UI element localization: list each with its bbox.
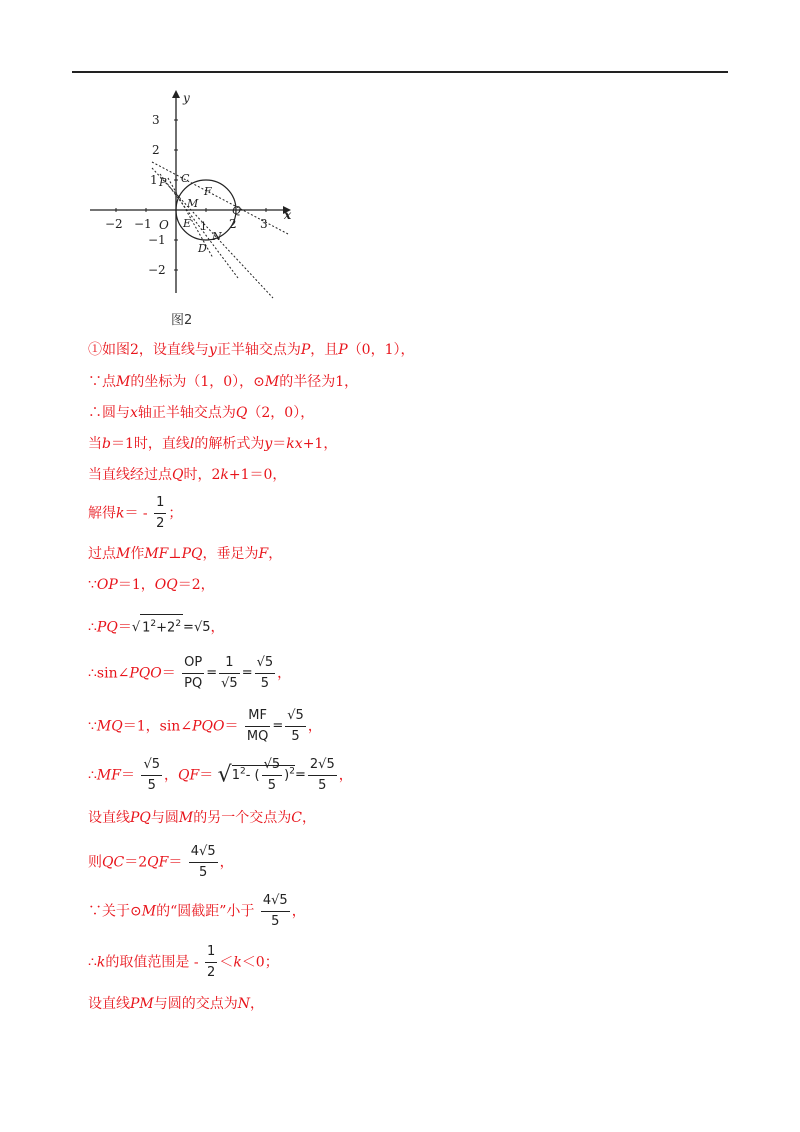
tick-y-3: 3 <box>152 113 160 127</box>
point-d-label: D <box>198 242 207 255</box>
coordinate-figure <box>88 88 303 303</box>
y-axis-label: y <box>183 91 190 105</box>
x-axis-label: x <box>284 208 292 222</box>
text-line-6: 解得k＝ - $\frac{1}{2}$ ； <box>88 495 183 531</box>
tick-x-3: 3 <box>260 217 268 231</box>
text-line-10: ∴sin∠PQO＝ $\frac{OP}{PQ}$ = $\frac{1}{√5}$ = $\frac{√5}{5}$ ， <box>88 655 292 691</box>
tick-x-1: 1 <box>200 220 207 233</box>
text-line-1: ①如图2，设直线与y正半轴交点为P，且P（0，1）， <box>88 342 415 358</box>
text-line-2: ∵点M的坐标为（1，0），⊙M的半径为1， <box>88 374 359 390</box>
origin-label: O <box>159 218 169 232</box>
text-line-9: ∴PQ＝√ $1^2+2^2 =√5$， <box>88 614 225 637</box>
point-p-label: P <box>159 176 167 189</box>
text-line-14: 则QC＝2QF＝ $\frac{4√5}{5}$ ， <box>88 844 234 880</box>
tick-y-neg1: −1 <box>148 233 166 247</box>
text-line-7: 过点M作MF⊥PQ，垂足为F， <box>88 546 283 562</box>
text-line-15: ∵关于⊙M的“圆截距”小于 $\frac{4√5}{5}$ ， <box>88 893 306 929</box>
tick-x-2: 2 <box>229 217 237 231</box>
point-q-label: Q <box>232 204 242 217</box>
text-line-12: ∴MF＝ $\frac{√5}{5}$ ，$QF= √1^2-$ ( $\frac{√5}{5}$ )$^2$= $\frac{2√5}{5}$ ， <box>88 757 353 793</box>
point-e-label: E <box>183 217 192 230</box>
text-line-8: ∵OP＝1，OQ＝2， <box>88 577 215 593</box>
tick-y-2: 2 <box>152 143 160 157</box>
tick-x-neg2: −2 <box>105 217 123 231</box>
text-line-13: 设直线PQ与圆M的另一个交点为C， <box>88 810 316 826</box>
tick-x-neg1: −1 <box>134 217 152 231</box>
text-line-3: ∴圆与x轴正半轴交点为Q（2，0）， <box>88 405 315 421</box>
y-axis-arrow <box>172 90 180 98</box>
text-line-17: 设直线PM与圆的交点为N， <box>88 996 265 1012</box>
point-f-label: F <box>204 185 212 198</box>
text-line-4: 当b＝1时，直线l的解析式为y＝kx+1， <box>88 436 338 452</box>
point-m-label: M <box>187 197 199 210</box>
point-n-label: N <box>212 230 222 243</box>
figure-caption: 图2 <box>171 313 193 328</box>
header-rule <box>72 71 728 73</box>
tick-y-neg2: −2 <box>148 263 166 277</box>
fraction-half: $\frac{1}{2}$ <box>156 495 165 531</box>
text-line-16: ∴k的取值范围是 - $\frac{1}{2}$ ＜k＜0； <box>88 944 279 980</box>
text-line-5: 当直线经过点Q时，2k+1＝0， <box>88 467 287 483</box>
point-c-label: C <box>181 172 190 185</box>
tick-y-1: 1 <box>150 173 158 187</box>
text-line-11: ∵MQ＝1，sin∠PQO＝ $\frac{MF}{MQ}$ = $\frac{√5}{5}$ ， <box>88 708 322 744</box>
